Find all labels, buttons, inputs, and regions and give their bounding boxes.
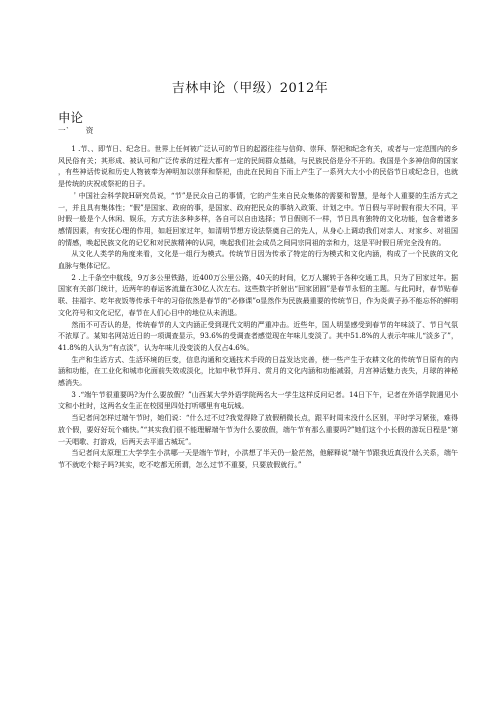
document-title: 吉林申论（甲级）2012年 xyxy=(171,81,329,96)
paragraph-5: 然而不可否认的是，传统春节的人文内涵正受到现代文明的严重冲击。近些年，国人明显感受到春节的年味淡了、节日气氛不浓厚了。某知名网站近日的一项调查显示，93.6%的受调查者感觉现在年味儿变淡了。其中51.8%的人表示年味儿“淡多了”，41.8%的人认为“有点淡”，认为年味儿没变淡的人仅占4.6%。 xyxy=(58,319,458,352)
paragraph-2: ＇中国社会科学院H研究员说，“节”是民众自己的事情，它的产生来自民众集体的需要和智慧，是每个人重要的生活方式之一，并且具有集体性；“假”是国家、政府的事，是国家、政府把民众的事纳入政策、计划之中。节日假与平时假有很大不同，平时假一般是个人休闲、娱乐，方式方法多种多样，各自可以自由选择；节日假则不一样，节日具有独特的文化功能，包含着诸多感情因素，有安抚心理的作用，如赶回家过年，如清明节想方设法祭奠自己的先人，从身心上调动我们对亲人、对家乡、对祖国的情感，唤起民族文化的记忆和对民族精神的认同，唤起我们社会成员之间同宗同祖的亲和力，这是平时假日所完全没有的。 xyxy=(58,190,458,247)
section-title: 申论 xyxy=(58,110,84,125)
document-body xyxy=(58,143,458,471)
paragraph-4: 2 .上千条空中航线，9万多公里铁路，近400万公里公路，40天的时间，亿万人辗转于各种交通工具，只为了回家过年。据国家有关部门统计，近两年的春运客流量在30亿人次左右。这些数字折射出“回家团圆”是春节永恒的主题。与此同时，春节贴春联、挂福字、吃年夜饭等传承千年的习俗依然是春节的“必修课”o显然作为民族最重要的传统节日，作为炎黄子孙不能忘怀的鲜明文化符号和文化记忆，春节在人们心目中的地位从未消退。 xyxy=(58,272,458,317)
sub-heading: 一ˋ 资 xyxy=(58,126,94,135)
paragraph-3: 从文化人类学的角度来看，文化是一组行为模式。传统节日因为传承了特定的行为模式和文化内涵，构成了一个民族的文化血脉与集体记忆。 xyxy=(58,249,458,271)
paragraph-7: 3 .“端午节很重要吗?为什么要放假？”山西某大学外语学院两名大一学生这样反问记者。14日下午，记者在外语学院遇见小文和小杜时，这两名女生正在校园里四处打听哪里有电玩城。 xyxy=(58,389,458,411)
paragraph-9: 当记者问太原理工大学学生小洪哪一天是端午节时，小洪想了半天仍一脸茫然，他解释说“端午节跟我近真没什么关系，端午节不就吃个粽子吗?其实，吃不吃都无所谓，怎么过节不重要，只要放假就行。” xyxy=(58,448,458,469)
paragraph-8: 当记者问怎样过端午节时，她们说：“什么过不过?我觉得除了放假稍微长点，跟平时周末没什么区别，平时学习紧张，难得放个假，要好好玩个痛快。”“其实我们很不能理解端午节为什么要放假，端午节有那么重要吗?”她们这个小长假的游玩日程是“第一天唱歌、打游戏，后两天去平遥古城玩”。 xyxy=(58,413,458,446)
paragraph-1: 1 .节、、即节日、纪念日。世界上任何被广泛认可的节日的起源往往与信仰、崇拜、祭祀和纪念有关，或者与一定范围内的乡风民俗有关；其形成、被认可和广泛传承的过程大都有一定的民间群众基础，与民族民俗是分不开的。我国是个多神信仰的国家，有些神话传说和历史人物被奉为神明加以崇拜和祭祀，由此在民间自下而上产生了一系列大大小小的民俗节日或纪念日，也就是传统的庆祝或祭祀的日子。 xyxy=(58,144,458,189)
paragraph-6: 生产和生活方式、生活环境的巨变，信息沟通和交通技术手段的日益发达完善，使一些产生于农耕文化的传统节日原有的内涵和功能，在工业化和城市化面前失效或淡化，比如中秋节拜月、赏月的文化内涵和功能减弱，月宫神话魅力丧失，月球的神秘感消失。 xyxy=(58,354,458,388)
